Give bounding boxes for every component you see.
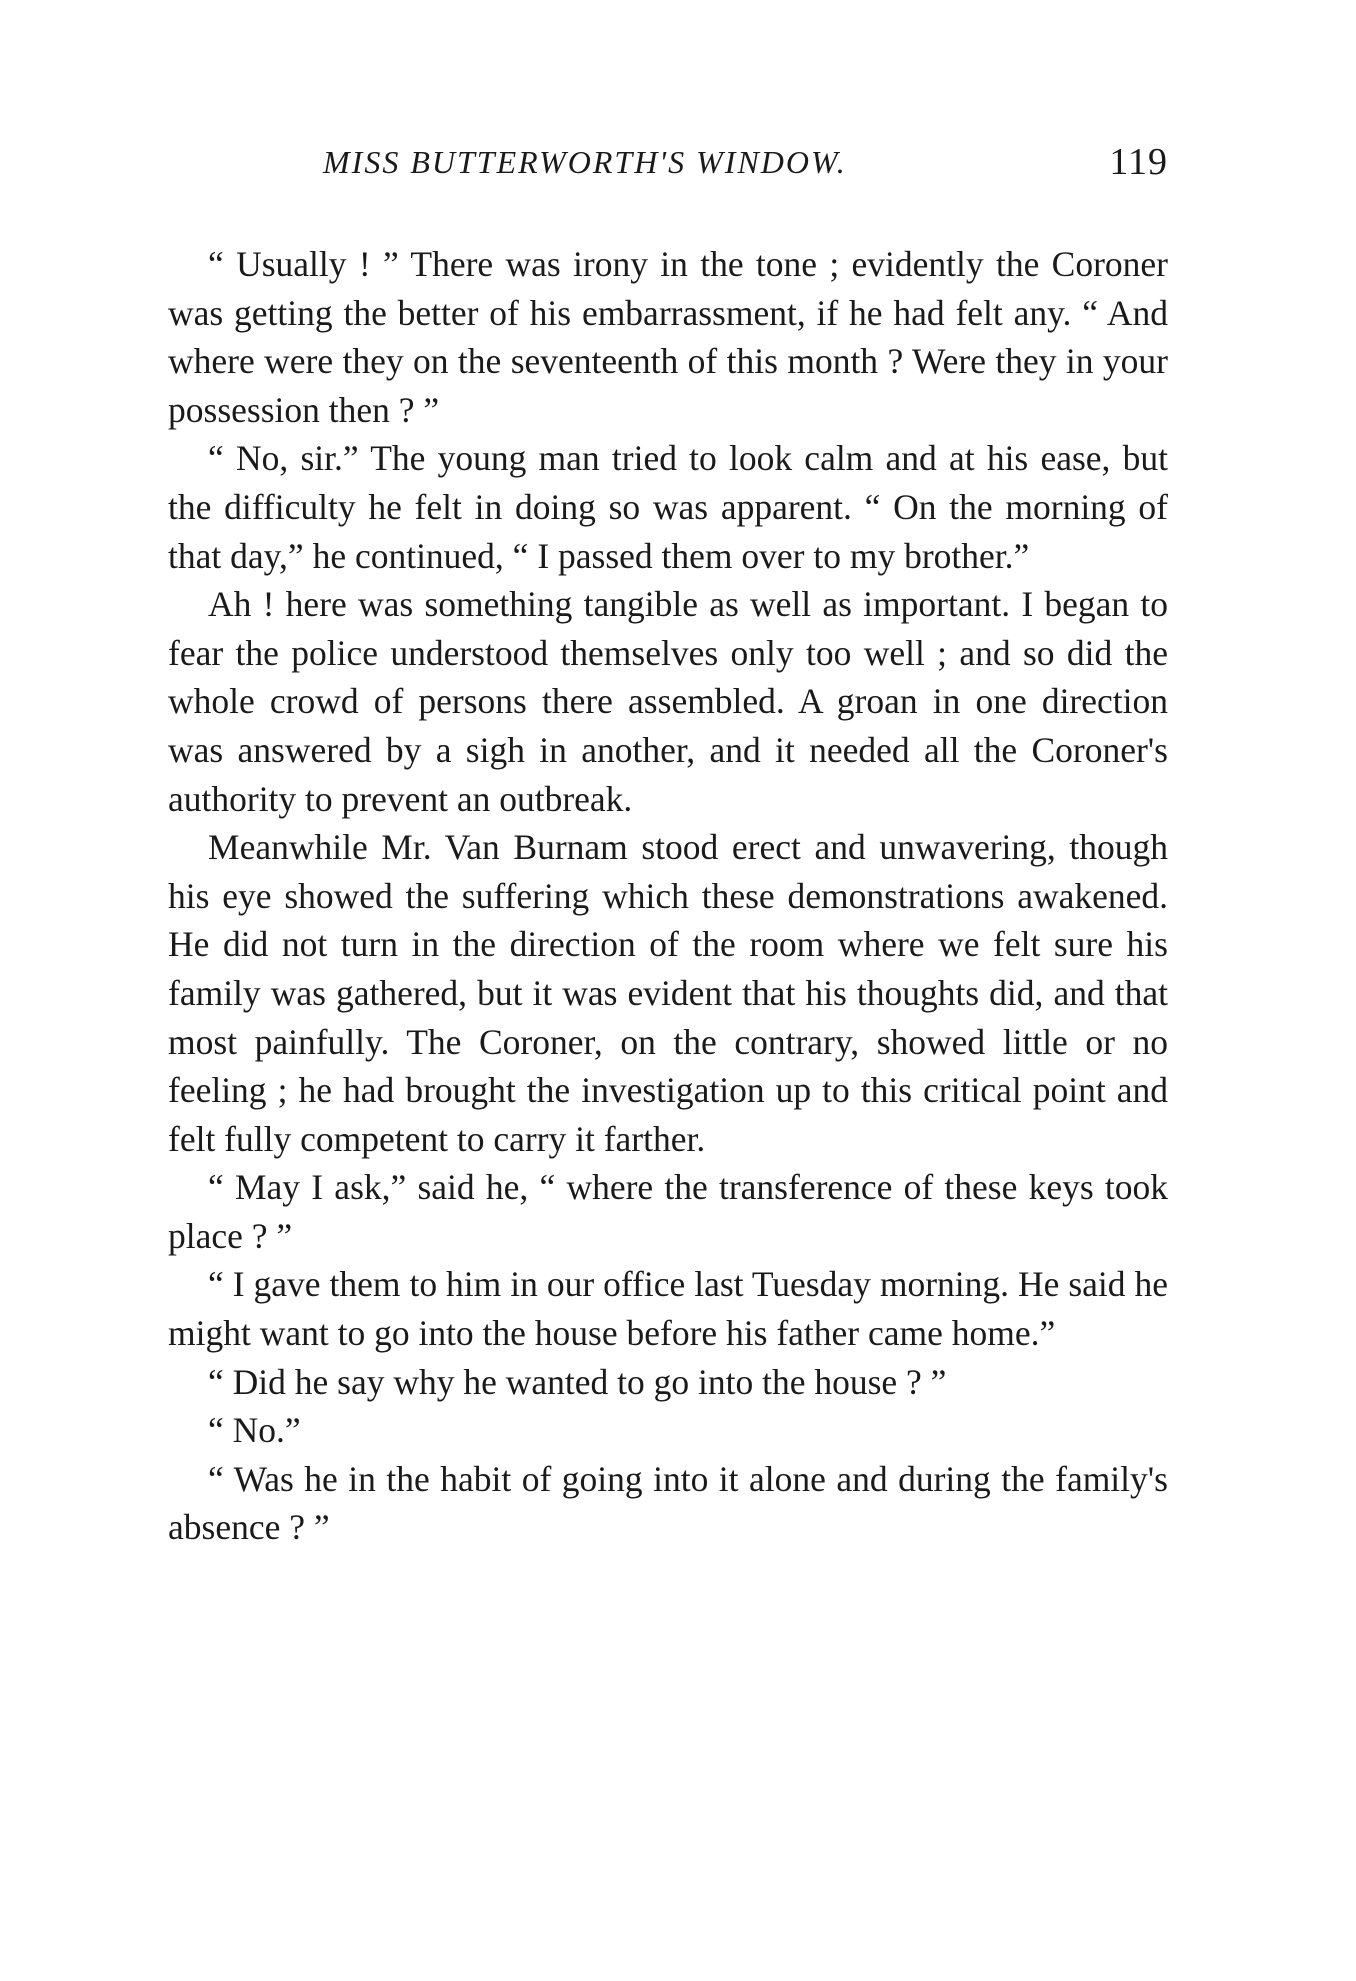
running-header	[168, 140, 1168, 200]
paragraph: “ No, sir.” The young man tried to look calm and at his ease, but the difficulty he felt in doing so was apparent. “ On the morning of that day,” he continued, “ I passed them over to my brother.”	[168, 438, 1168, 576]
paragraph: “ Did he say why he wanted to go into the house ? ”	[208, 1361, 947, 1402]
page-number: 119	[1109, 141, 1168, 183]
paragraph: “ I gave them to him in our office last Tuesday morning. He said he might want to go into the house before his father came home.”	[168, 1264, 1168, 1354]
paragraph: “ Usually ! ” There was irony in the tone ; evidently the Coroner was getting the better of his embarrassment, if he had felt any. “ And where were they on the seventeenth of this month ? Were they in your possession then ? ”	[168, 244, 1168, 430]
paragraph: “ May I ask,” said he, “ where the transference of these keys took place ? ”	[168, 1167, 1168, 1256]
running-title: MISS BUTTERWORTH'S WINDOW.	[323, 144, 847, 180]
paragraph: Meanwhile Mr. Van Burnam stood erect and unwavering, though his eye showed the suffering which these demonstrations awakened. He did not turn in the direction of the room where we felt sure his family was gathered, but it was evident that his thoughts did, and that most painfully. The Coroner, on the contrary, showed little or no feeling ; he had brought the investigation up to this critical point and felt fully competent to carry it farther.	[168, 827, 1168, 1159]
paragraph: “ No.”	[208, 1410, 301, 1451]
paragraph: Ah ! here was something tangible as well as important. I began to fear the police understood themselves only too well ; and so did the whole crowd of persons there assembled. A groan in one direction was answered by a sigh in another, and it needed all the Coroner's authority to prevent an outbreak.	[168, 584, 1168, 819]
body-text	[168, 240, 1168, 1552]
paragraph: “ Was he in the habit of going into it alone and during the family's absence ? ”	[168, 1458, 1168, 1548]
